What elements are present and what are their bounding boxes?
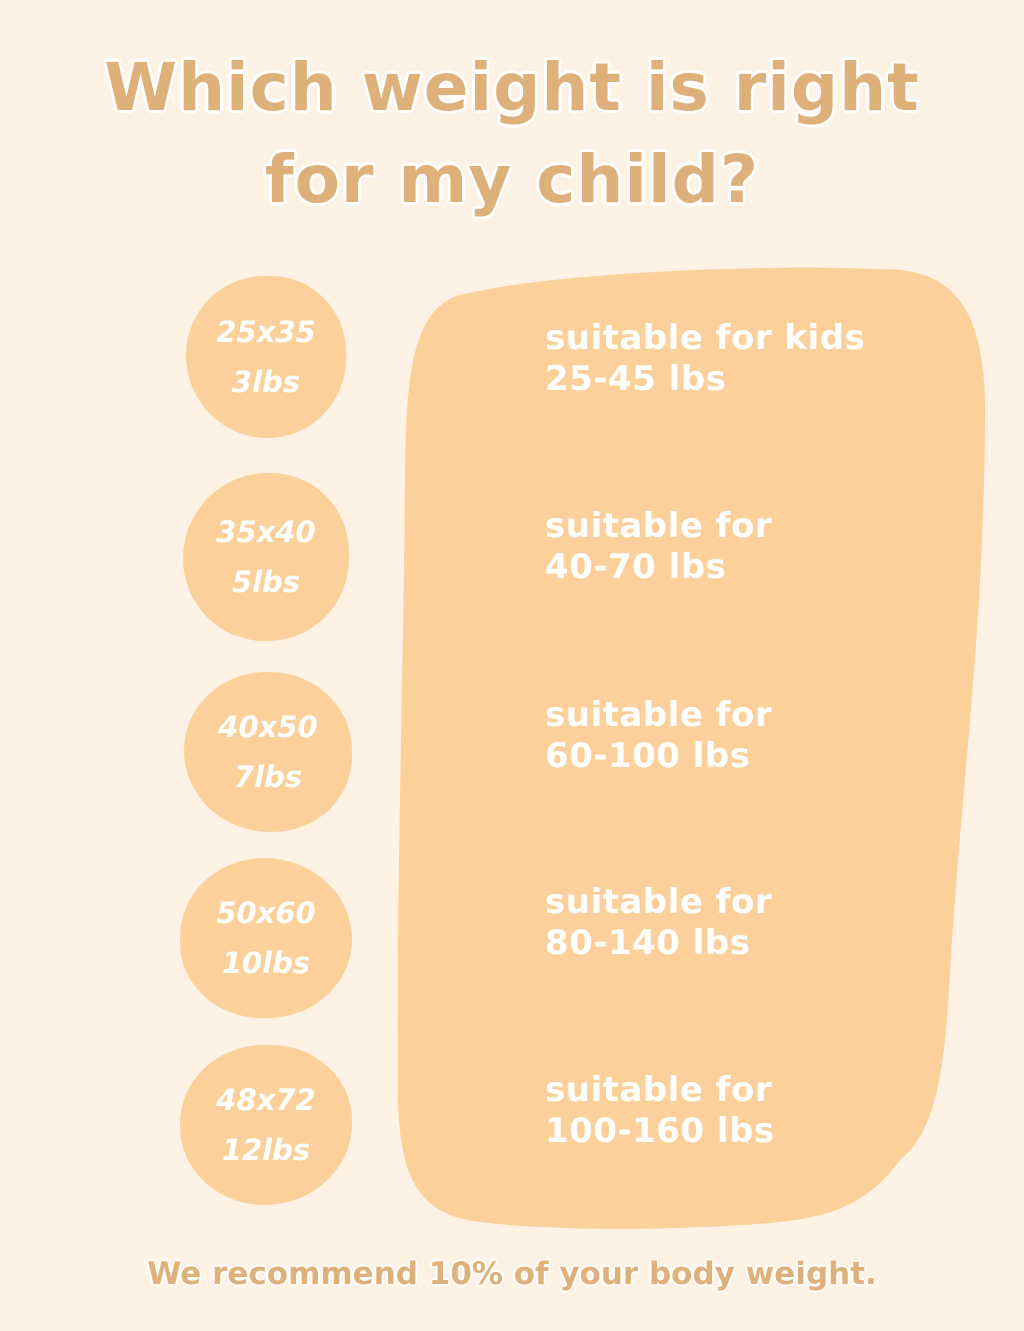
size-label: 48x72 <box>216 1083 316 1117</box>
suitable-range-value: 100-160 lbs <box>545 1111 775 1151</box>
suitable-label: suitable for <box>545 882 773 922</box>
recommendation-note: We recommend 10% of your body weight. <box>147 1256 877 1292</box>
size-badge-2 <box>183 473 349 641</box>
title-line-1: Which weight is right <box>104 49 920 126</box>
weight-label: 3lbs <box>231 365 301 399</box>
suitable-range-1 <box>545 318 865 400</box>
title-line-2: for my child? <box>264 141 760 218</box>
size-badge-4 <box>180 858 352 1018</box>
suitable-range-3 <box>545 695 772 777</box>
suitable-range-value: 40-70 lbs <box>545 547 727 587</box>
size-badge-5 <box>180 1045 352 1205</box>
weight-label: 5lbs <box>231 565 301 599</box>
size-label: 40x50 <box>218 710 318 744</box>
size-label: 35x40 <box>216 515 316 549</box>
suitable-label: suitable for kids <box>545 318 866 358</box>
size-badge-1 <box>186 276 346 438</box>
suitable-label: suitable for <box>545 695 773 735</box>
weight-label: 12lbs <box>221 1133 311 1167</box>
suitable-label: suitable for <box>545 506 773 546</box>
suitable-range-2 <box>545 506 772 588</box>
suitable-range-value: 80-140 lbs <box>545 923 751 963</box>
suitable-range-value: 60-100 lbs <box>545 736 751 776</box>
size-label: 25x35 <box>216 315 316 349</box>
suitable-range-value: 25-45 lbs <box>545 359 727 399</box>
size-label: 50x60 <box>216 896 316 930</box>
weight-label: 10lbs <box>221 946 311 980</box>
suitable-label: suitable for <box>545 1070 773 1110</box>
suitable-range-5 <box>545 1070 775 1152</box>
weight-label: 7lbs <box>233 760 303 794</box>
suitable-range-4 <box>545 882 772 964</box>
size-badge-3 <box>184 672 352 832</box>
